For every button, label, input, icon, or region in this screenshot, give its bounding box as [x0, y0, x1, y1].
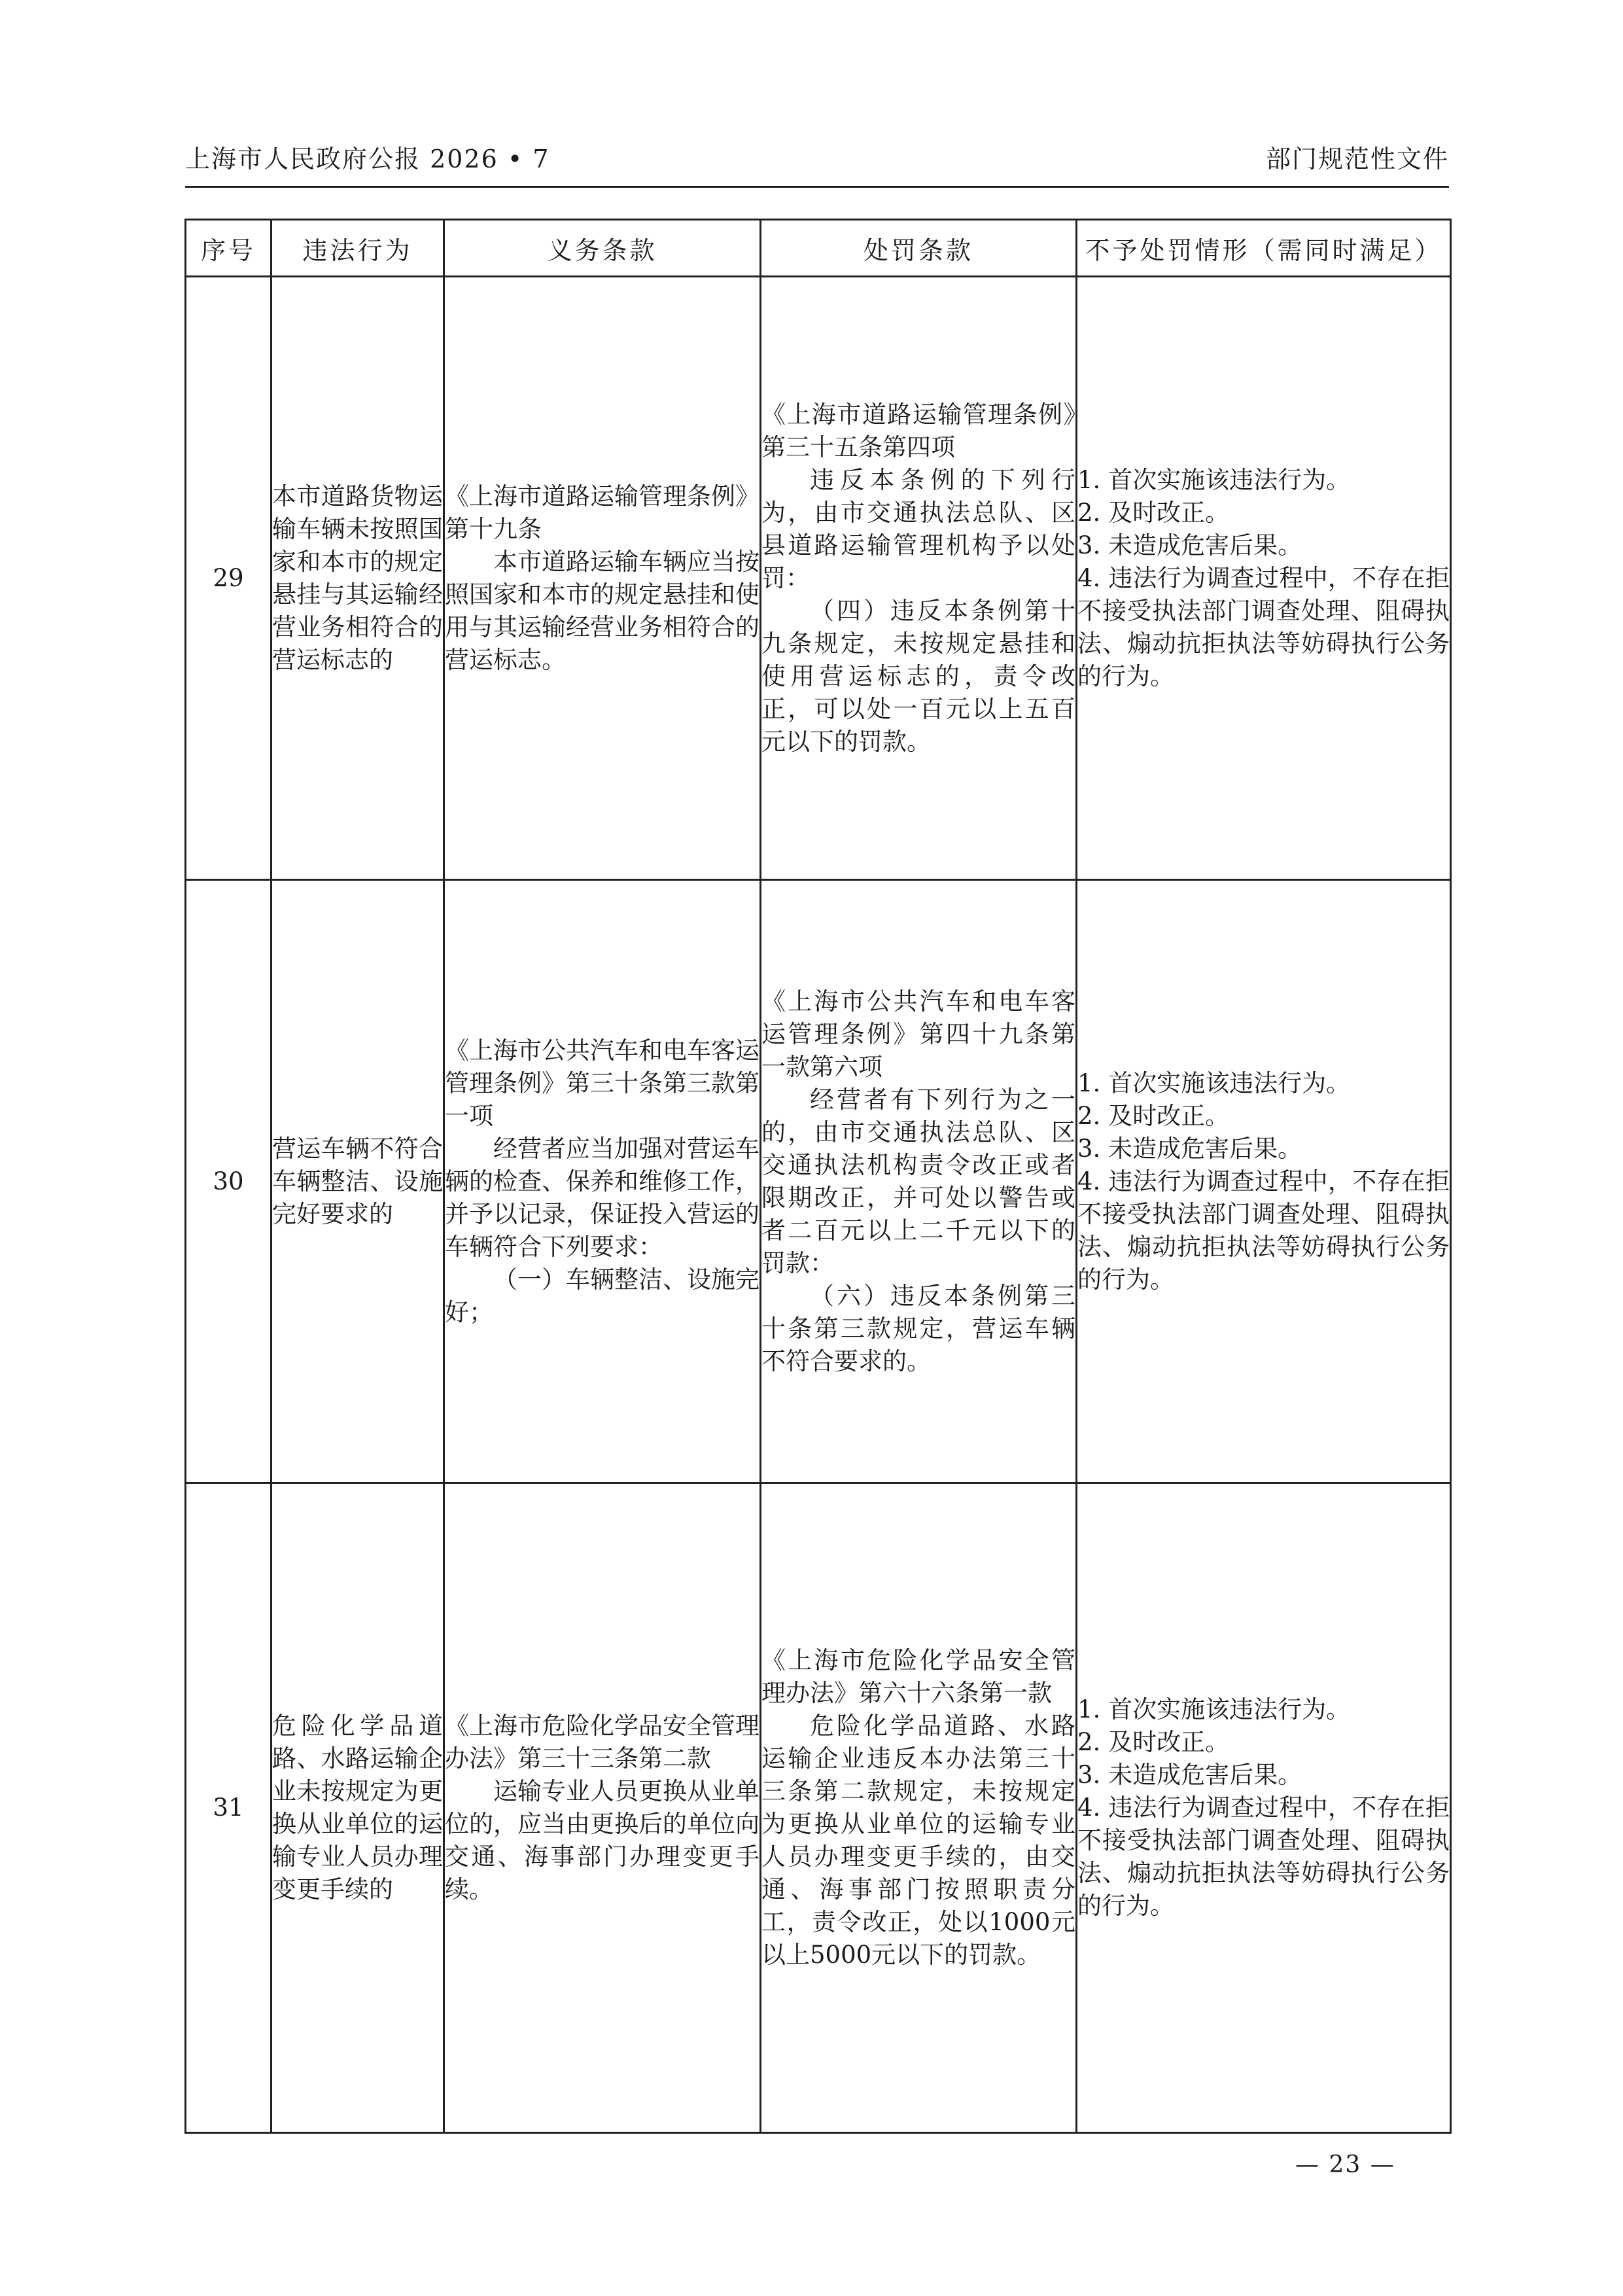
violation-cell: 本市道路货物运输车辆未按照国家和本市的规定悬挂与其运输经营业务相符合的营运标志的 [271, 277, 444, 880]
duty-clause-cell [444, 880, 761, 1483]
penalty-exemption-table [184, 219, 1452, 2134]
column-header-penalty-clause: 处罚条款 [761, 220, 1077, 277]
condition-item: 1. 首次实施该违法行为。 [1077, 1695, 1351, 1723]
condition-item: 3. 未造成危害后果。 [1077, 531, 1302, 559]
penalty-text: 经营者有下列行为之一的，由市交通执法总队、区交通执法机构责令改正或者限期改正，并可处以警告或者二百元以上二千元以下的罚款： [761, 1085, 1075, 1277]
table-header-row [186, 220, 1451, 277]
penalty-citation: 《上海市道路运输管理条例》第三十五条第四项 [761, 400, 1075, 461]
header-divider [185, 186, 1449, 188]
condition-item: 4. 违法行为调查过程中，不存在拒不接受执法部门调查处理、阻碍执法、煽动抗拒执法等妨碍执行公务的行为。 [1077, 1793, 1450, 1920]
violation-cell: 危险化学品道路、水路运输企业未按规定为更换从业单位的运输专业人员办理变更手续的 [271, 1483, 444, 2133]
condition-item: 2. 及时改正。 [1077, 1728, 1230, 1756]
exemption-conditions-cell [1077, 277, 1451, 880]
exemption-conditions-cell [1077, 880, 1451, 1483]
page-header [185, 139, 1449, 185]
penalty-item: （四）违反本条例第十九条规定，未按规定悬挂和使用营运标志的，责令改正，可以处一百元以上五百元以下的罚款。 [761, 596, 1075, 756]
condition-item: 3. 未造成危害后果。 [1077, 1761, 1302, 1789]
condition-item: 4. 违法行为调查过程中，不存在拒不接受执法部门调查处理、阻碍执法、煽动抗拒执法等妨碍执行公务的行为。 [1077, 563, 1450, 690]
exemption-conditions-cell [1077, 1483, 1451, 2133]
penalty-clause-cell [761, 880, 1077, 1483]
page-number: — 23 — [1295, 2151, 1395, 2178]
table-row [186, 880, 1451, 1483]
condition-item: 2. 及时改正。 [1077, 498, 1230, 527]
duty-clause-cell [444, 1483, 761, 2133]
duty-citation: 《上海市道路运输管理条例》第十九条 [445, 482, 759, 543]
penalty-citation: 《上海市公共汽车和电车客运管理条例》第四十九条第一款第六项 [761, 987, 1075, 1081]
row-number: 31 [186, 1483, 271, 2133]
column-header-exemption-conditions: 不予处罚情形（需同时满足） [1077, 220, 1451, 277]
condition-item: 1. 首次实施该违法行为。 [1077, 465, 1351, 494]
duty-text: 本市道路运输车辆应当按照国家和本市的规定悬挂和使用与其运输经营业务相符合的营运标志。 [445, 547, 759, 674]
publication-title: 上海市人民政府公报 2026 • 7 [185, 145, 550, 173]
penalty-citation: 《上海市危险化学品安全管理办法》第六十六条第一款 [761, 1646, 1075, 1707]
duty-text: 运输专业人员更换从业单位的，应当由更换后的单位向交通、海事部门办理变更手续。 [445, 1777, 759, 1903]
condition-item: 3. 未造成危害后果。 [1077, 1134, 1302, 1163]
condition-item: 2. 及时改正。 [1077, 1101, 1230, 1130]
column-header-violation: 违法行为 [271, 220, 444, 277]
duty-citation: 《上海市危险化学品安全管理办法》第三十三条第二款 [445, 1712, 759, 1773]
duty-citation: 《上海市公共汽车和电车客运管理条例》第三十条第三款第一项 [445, 1036, 759, 1130]
row-number: 29 [186, 277, 271, 880]
column-header-number: 序号 [186, 220, 271, 277]
penalty-text: 违反本条例的下列行为，由市交通执法总队、区县道路运输管理机构予以处罚： [761, 465, 1075, 592]
duty-clause-cell [444, 277, 761, 880]
table-row [186, 277, 1451, 880]
column-header-duty-clause: 义务条款 [444, 220, 761, 277]
duty-item: （一）车辆整洁、设施完好； [445, 1265, 759, 1326]
duty-text: 经营者应当加强对营运车辆的检查、保养和维修工作，并予以记录，保证投入营运的车辆符合下列要求： [445, 1134, 759, 1261]
document-category: 部门规范性文件 [1265, 145, 1449, 173]
penalty-text: 危险化学品道路、水路运输企业违反本办法第三十三条第二款规定，未按规定为更换从业单位的运输专业人员办理变更手续的，由交通、海事部门按照职责分工，责令改正，处以1000元以上5000元以下的罚款。 [761, 1712, 1075, 1969]
condition-item: 4. 违法行为调查过程中，不存在拒不接受执法部门调查处理、阻碍执法、煽动抗拒执法等妨碍执行公务的行为。 [1077, 1167, 1450, 1294]
penalty-item: （六）违反本条例第三十条第三款规定，营运车辆不符合要求的。 [761, 1281, 1075, 1375]
table-row [186, 1483, 1451, 2133]
condition-item: 1. 首次实施该违法行为。 [1077, 1069, 1351, 1097]
penalty-clause-cell [761, 1483, 1077, 2133]
violation-cell: 营运车辆不符合车辆整洁、设施完好要求的 [271, 880, 444, 1483]
penalty-clause-cell [761, 277, 1077, 880]
row-number: 30 [186, 880, 271, 1483]
